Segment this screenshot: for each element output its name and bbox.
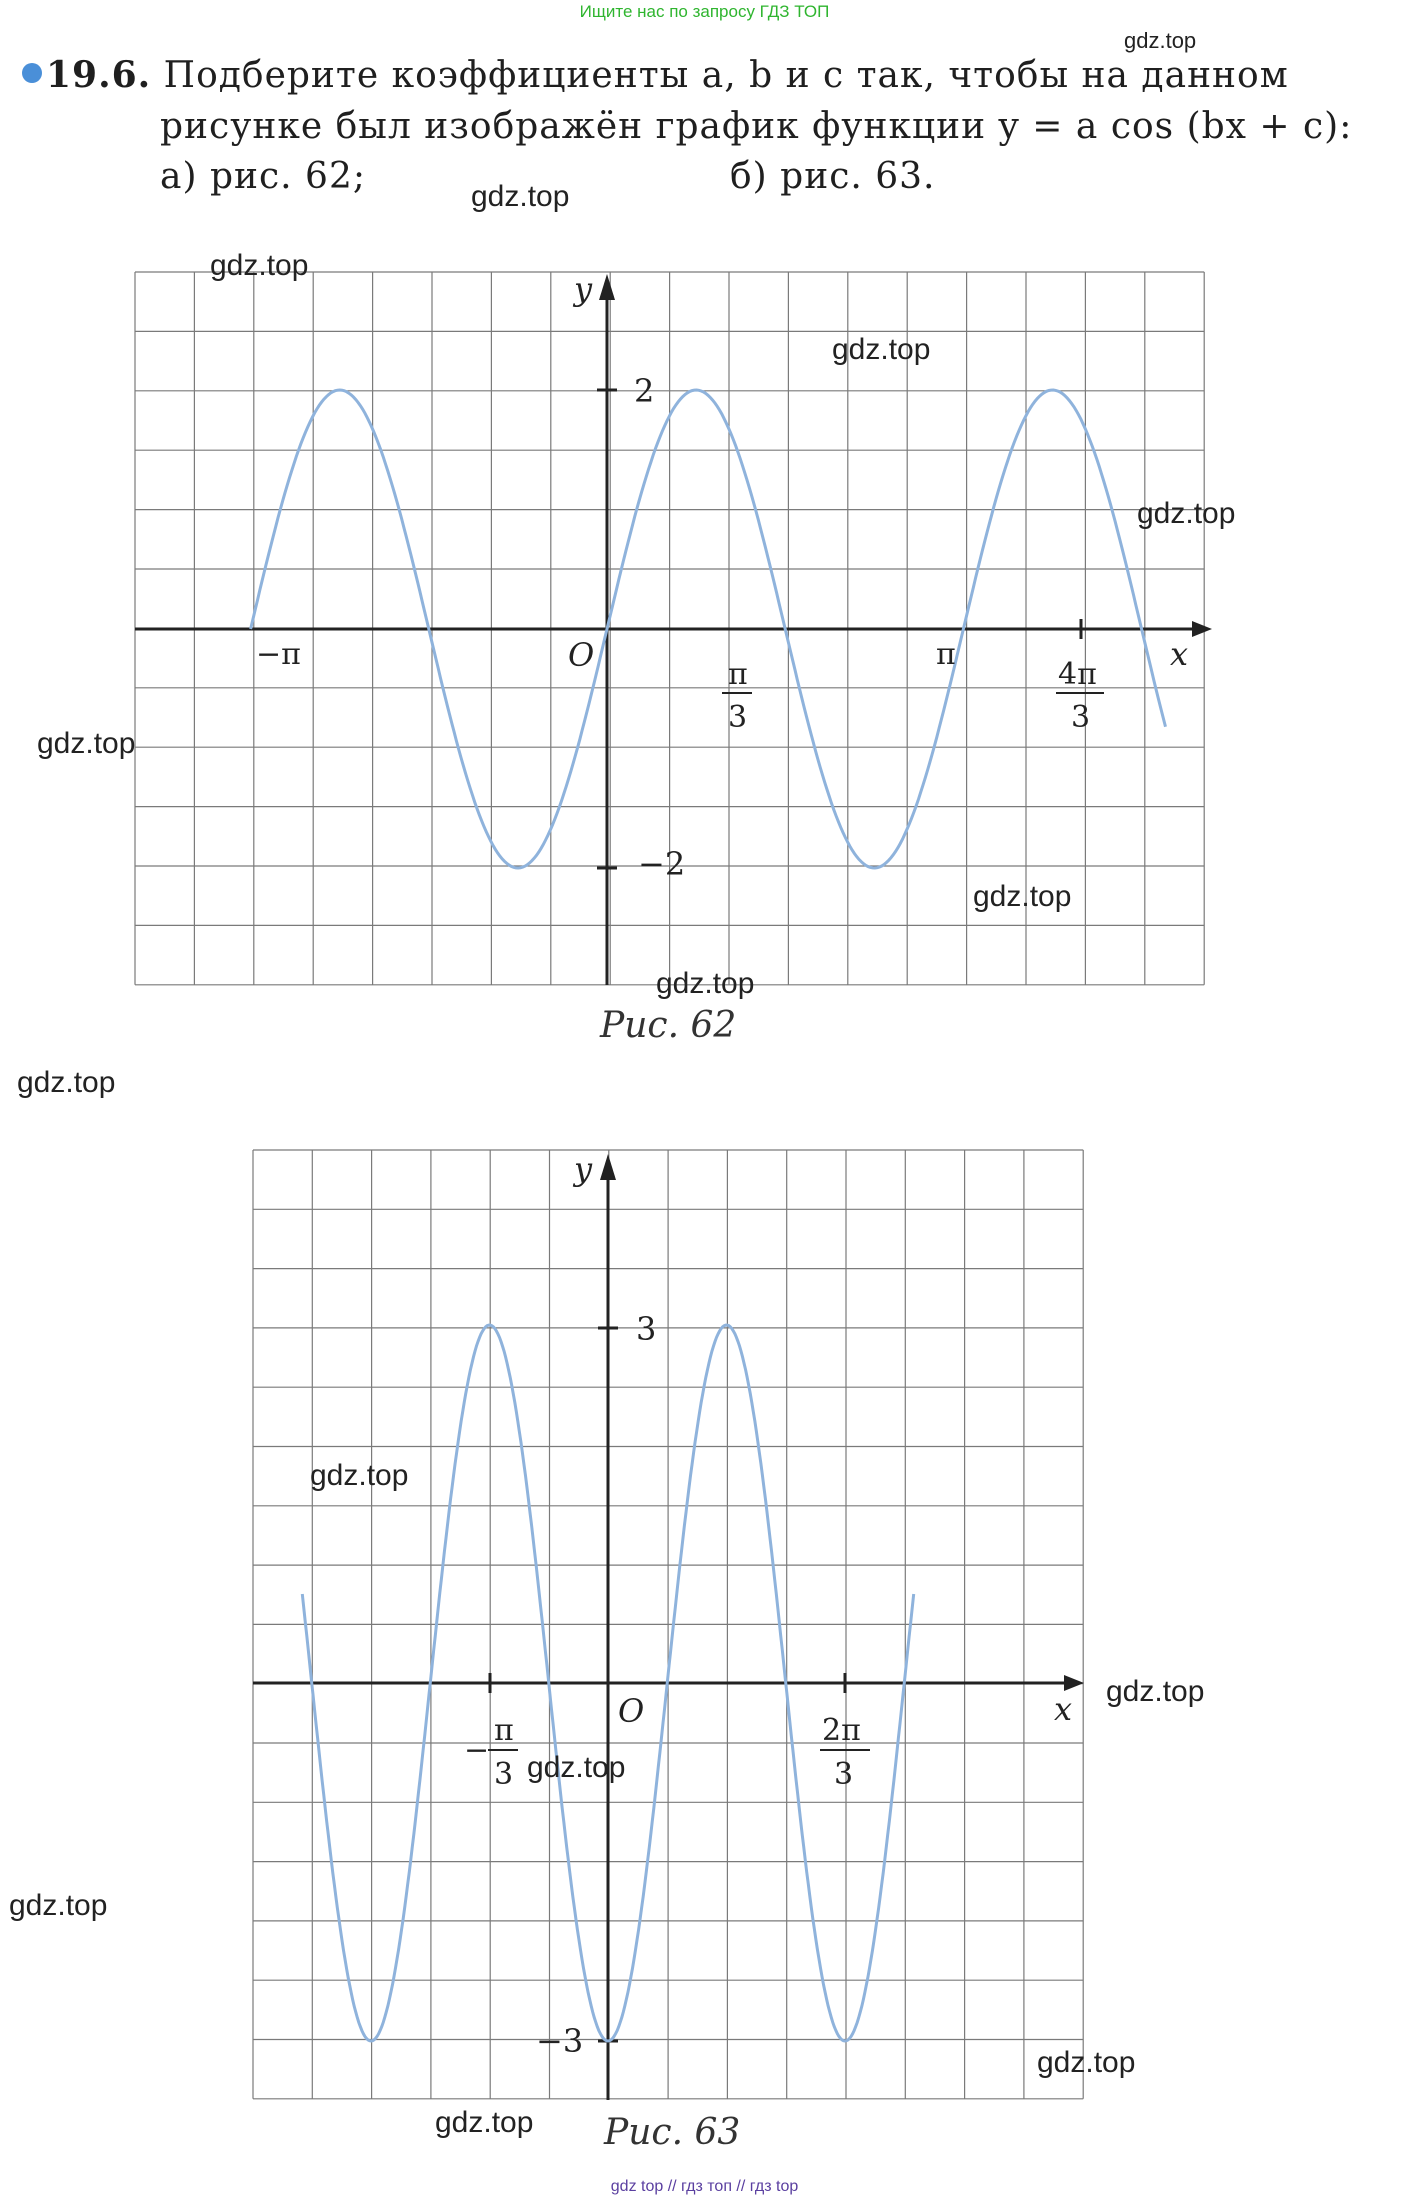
figure-62-y-arrow-icon [599, 274, 615, 300]
figure-63-x-label: x [1054, 1690, 1073, 1728]
watermark-text: gdz.top [1037, 2046, 1136, 2079]
figure-62-tick-4pi3-num: 4π [1058, 657, 1097, 692]
figure-62-tick-4pi3-den: 3 [1071, 700, 1091, 735]
figure-63-y-arrow-icon [600, 1154, 616, 1180]
watermark-text: gdz.top [9, 1889, 108, 1922]
figure-62-caption: Рис. 62 [600, 1005, 737, 1046]
figure-63-origin-label: O [618, 1692, 645, 1730]
watermark-text: gdz.top [435, 2106, 534, 2139]
task-part-b: б) рис. 63. [730, 156, 936, 197]
figure-63-tick-neg3: −3 [536, 2022, 584, 2060]
figure-62-origin-label: O [568, 636, 595, 674]
watermark-text: gdz.top [656, 967, 755, 1000]
watermark-text: gdz.top [310, 1459, 409, 1492]
figure-63-tick-negpi3-num: π [494, 1713, 514, 1748]
figure-63-tick-2pi3-num: 2π [822, 1713, 861, 1748]
watermark-text: gdz.top [17, 1066, 116, 1099]
figure-62-y-label: y [574, 270, 593, 308]
figure-62-tick-negpi: −π [256, 637, 301, 672]
figure-62 [135, 270, 1212, 985]
figure-62-x-label: x [1170, 635, 1189, 673]
task-line-2: рисунке был изображён график функции y = a cos (bx + c): [160, 106, 1353, 147]
watermark-text: gdz.top [832, 333, 931, 366]
figure-63-tick-negpi3-den: 3 [494, 1757, 514, 1792]
figure-62-tick-pi3-num: π [728, 657, 748, 692]
figure-62-tick-2: 2 [634, 372, 655, 410]
figure-63-tick-negpi3-minus: − [464, 1733, 490, 1768]
figure-62-tick-pi: π [936, 637, 956, 672]
task-number: 19.6. [46, 54, 152, 96]
figure-63-y-label: y [574, 1150, 593, 1188]
figure-62-tick-pi3-den: 3 [728, 700, 748, 735]
figure-63-x-arrow-icon [1064, 1675, 1084, 1691]
figure-63-caption: Рис. 63 [604, 2112, 741, 2153]
watermark-text: gdz.top [471, 180, 570, 213]
watermark-text: gdz.top [1124, 28, 1197, 53]
footer: gdz top // гдз топ // гдз top [610, 2178, 799, 2195]
watermark-text: gdz.top [1106, 1675, 1205, 1708]
watermark-text: gdz.top [1137, 497, 1236, 530]
figure-62-x-arrow-icon [1192, 621, 1212, 637]
top-banner: Ищите нас по запросу ГДЗ ТОП [579, 2, 830, 21]
figure-63-tick-2pi3-den: 3 [834, 1757, 854, 1792]
task-part-a: а) рис. 62; [160, 156, 366, 197]
watermark-text: gdz.top [210, 249, 309, 282]
figure-63-tick-3: 3 [636, 1310, 657, 1348]
task-text-line1: Подберите коэффициенты a, b и c так, чтобы на данном [163, 55, 1289, 96]
figure-63 [253, 1150, 1084, 2100]
watermark-text: gdz.top [973, 880, 1072, 913]
figure-63-grid [253, 1150, 1083, 2099]
watermark-text: gdz.top [527, 1751, 626, 1784]
watermark-text: gdz.top [37, 727, 136, 760]
figure-62-tick-neg2: −2 [638, 845, 686, 883]
